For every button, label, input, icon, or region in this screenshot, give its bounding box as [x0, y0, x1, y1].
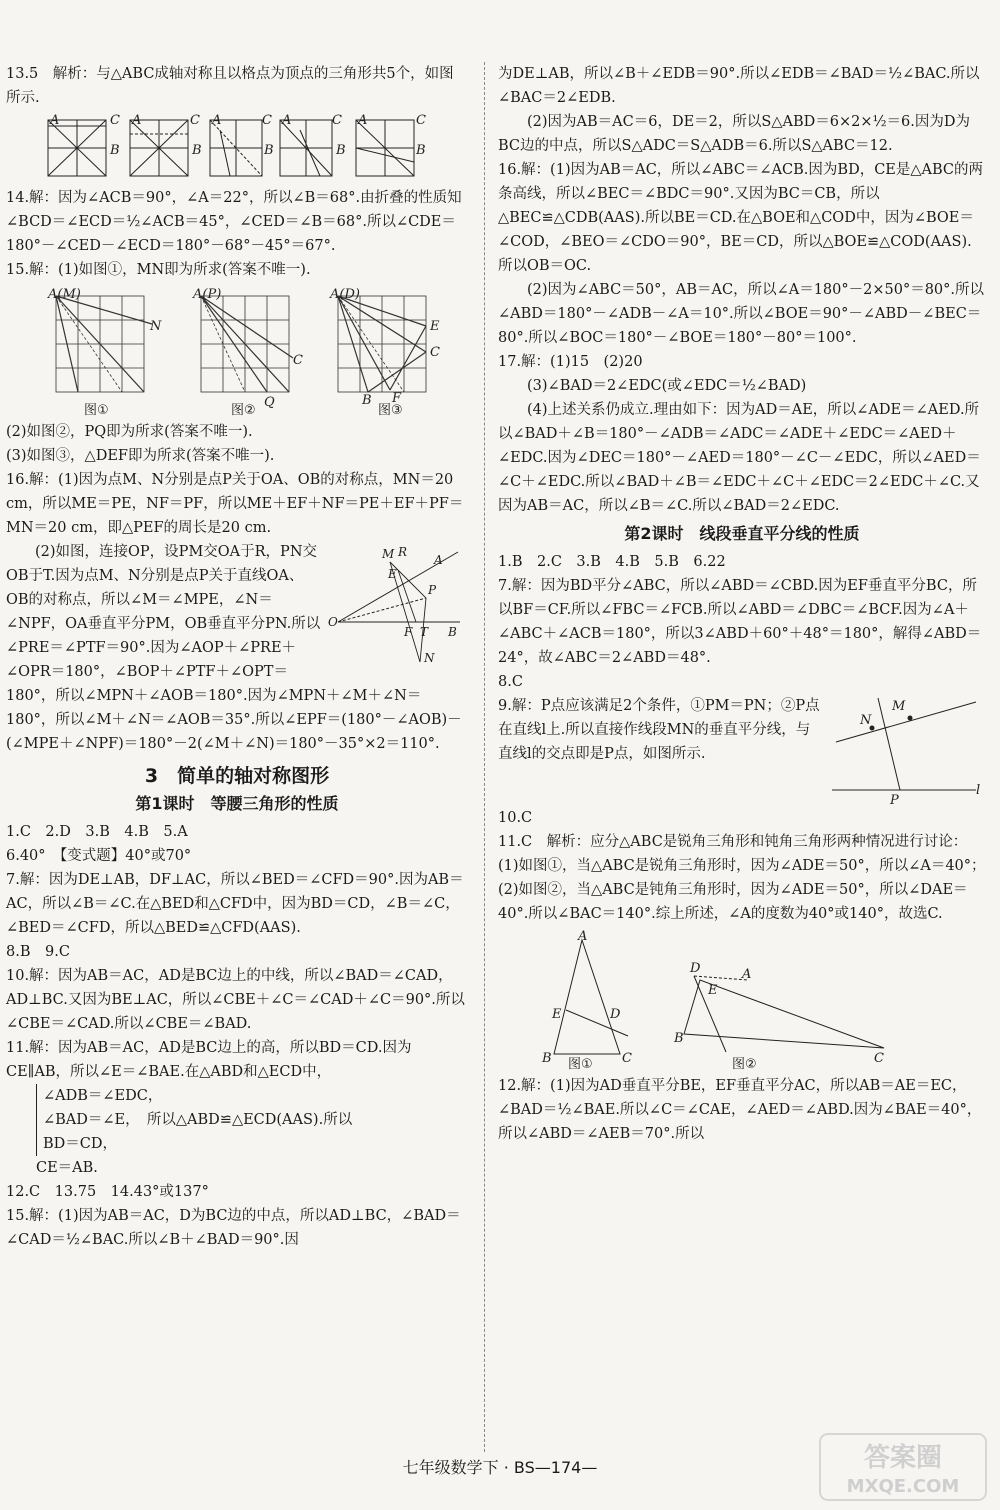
grid-label: C [332, 114, 342, 128]
fig11a-label: A [578, 930, 588, 944]
brace-system [36, 1084, 468, 1156]
right-column [498, 62, 986, 1146]
fig15-label: A(M) [48, 287, 81, 302]
fig15-label: N [150, 319, 162, 334]
fig9-label: P [890, 793, 899, 804]
answer-15-cont: 为DE⊥AB，所以∠B＋∠EDB＝90°.所以∠EDB＝∠BAD＝½∠BAC.所以∠BAC＝2∠EDB. [498, 66, 980, 106]
figure-11 [498, 930, 986, 1070]
column-divider [484, 62, 485, 1452]
lesson-heading: 第2课时 线段垂直平分线的性质 [624, 524, 860, 543]
answers-12-14: 12.C 13.75 14.43°或137° [6, 1184, 209, 1200]
fig11b-label: A [742, 967, 752, 982]
watermark-logo [818, 1432, 988, 1502]
figure-3-caption: 图③ [378, 403, 403, 416]
figure-16 [328, 540, 468, 666]
figure-2-caption: 图② [732, 1057, 757, 1070]
answer-11: 11.C 解析：应分△ABC是锐角三角形和钝角三角形两种情况进行讨论：(1)如图①，当△ABC是锐角三角形时，因为∠ADE＝50°，所以∠A＝40°；(2)如图②，当△ABC是钝角三角形时，因为∠ADE＝50°，所以∠DAE＝40°.所以∠BAC＝140°.综上所述，∠A的度数为40°或140°，故选C. [498, 834, 986, 922]
grid-label: A [212, 114, 222, 128]
grid-label: C [262, 114, 272, 128]
fig15-label: A(P) [193, 287, 222, 302]
fig11a-label: B [542, 1051, 552, 1066]
grid-label: C [190, 114, 200, 128]
fig16-label: T [420, 625, 429, 639]
answers-8-9: 8.B 9.C [6, 944, 70, 960]
fig11b-label: D [690, 961, 701, 976]
grid-label: C [416, 114, 426, 128]
answer-15-3: (3)如图③，△DEF即为所求(答案不唯一). [6, 448, 275, 464]
grid-label: B [264, 143, 274, 158]
answer-16-2: (2)如图，连接OP，设PM交OA于R，PN交OB于T.因为点M、N分别是点P关于直线OA、OB的对称点，所以∠M＝∠MPE，∠N＝∠NPF，OA垂直平分PM，OB垂直平分PN.所以∠PRE＝∠PTF＝90°.因为∠AOP＋∠PRE＋∠OPR＝180°，∠BOP＋∠PTF＋∠OPT＝180°，所以∠MPN＋∠AOB＝180°.因为∠MPN＋∠M＋∠N＝180°，所以∠M＋∠N＝∠AOB＝35°.所以∠EPF＝(180°－∠AOB)－(∠MPE＋∠NPF)＝180°－2(∠M＋∠N)＝180°－35°×2＝110°. [6, 544, 462, 752]
answer-17-4: (4)上述关系仍成立.理由如下：因为AD＝AE，所以∠ADE＝∠AED.所以∠BAD＋∠B＝180°－∠ADB＝∠ADC＝∠ADE＋∠EDC＝∠AED＋∠EDC.因为∠DEC＝180°－∠AED＝180°－∠C－∠EDC，所以∠AED＝∠C＋∠EDC.所以∠BAD＋∠B＝∠EDC＋∠C＋∠EDC＝2∠EDC＋∠C.又因为AB＝AC，所以∠B＝∠C.所以∠BAD＝2∠EDC. [498, 402, 981, 514]
watermark-url: MXQE.COM [846, 1476, 960, 1497]
answer-7: 7.解：因为DE⊥AB，DF⊥AC，所以∠BED＝∠CFD＝90°.因为AB＝AC，所以∠B＝∠C.在△BED和△CFD中，因为BD＝CD，∠B＝∠C，∠BED＝∠CFD，所以△BED≌△CFD(AAS). [6, 872, 464, 936]
answer-15-1: 15.解：(1)如图①，MN即为所求(答案不唯一). [6, 262, 311, 278]
answer-15-2: (2)因为AB＝AC＝6，DE＝2，所以S△ABD＝6×2×½＝6.因为D为BC边的中点，所以S△ADC＝S△ADB＝6.所以S△ABC＝12. [498, 114, 970, 154]
answers-1-5: 1.C 2.D 3.B 4.B 5.A [6, 824, 188, 840]
fig9-label: l [976, 783, 981, 798]
grid-label: B [110, 143, 120, 158]
answer-10: 10.C [498, 810, 533, 826]
answer-11: 11.解：因为AB＝AC，AD是BC边上的高，所以BD＝CD.因为CE∥AB，所以∠E＝∠BAE.在△ABD和△ECD中， [6, 1040, 412, 1080]
grid-label: A [132, 114, 142, 128]
fig16-label: P [428, 583, 437, 597]
fig16-label: E [388, 567, 397, 581]
fig15-label: F [392, 391, 402, 406]
fig16-label: N [424, 651, 435, 665]
figure-13-grids [6, 114, 468, 182]
answer-9: 9.解：P点应该满足2个条件，①PM＝PN；②P点在直线l上.所以直接作线段MN的垂直平分线，与直线l的交点即是P点，如图所示. [498, 698, 820, 762]
fig9-label: M [892, 699, 906, 714]
system-line: BD＝CD， [43, 1136, 118, 1152]
fig16-label: O [328, 615, 338, 629]
grid-label: B [192, 143, 202, 158]
fig15-label: E [430, 319, 440, 334]
fig9-label: N [860, 713, 872, 728]
system-line: ∠BAD＝∠E， 所以△ABD≌△ECD(AAS).所以 [43, 1112, 353, 1128]
fig16-label: A [434, 553, 443, 567]
fig11a-label: C [622, 1051, 632, 1066]
figure-15-grids [6, 286, 468, 416]
watermark-text: 答案圈 [863, 1443, 943, 1473]
answer-11-end: CE＝AB. [36, 1160, 98, 1176]
grid-label: B [416, 143, 426, 158]
fig16-label: F [404, 625, 413, 639]
fig16-label: M [382, 547, 395, 561]
fig15-label: A(D) [330, 287, 360, 302]
answer-6: 6.40° 【变式题】40°或70° [6, 848, 192, 864]
fig15-label: B [362, 393, 372, 408]
answer-15-2: (2)如图②，PQ即为所求(答案不唯一). [6, 424, 253, 440]
answer-17-1: 17.解：(1)15 (2)20 [498, 354, 643, 370]
answer-7: 7.解：因为BD平分∠ABC，所以∠ABD＝∠CBD.因为EF垂直平分BC，所以BF＝CF.所以∠FBC＝∠FCB.所以∠ABD＝∠DBC＝∠BCF.因为∠A＋∠ABC＋∠ACB＝180°，所以3∠ABD＋60°＋48°＝180°，解得∠ABD＝24°，故∠ABC＝2∠ABD＝48°. [498, 578, 982, 666]
grid-label: A [358, 114, 368, 128]
fig11b-label: E [708, 983, 718, 998]
system-line: ∠ADB＝∠EDC， [43, 1088, 163, 1104]
section-heading: 3 简单的轴对称图形 [144, 765, 330, 787]
left-column [6, 62, 468, 1252]
grid-label: A [50, 114, 60, 128]
answer-13: 13.5 解析：与△ABC成轴对称且以格点为顶点的三角形共5个，如图所示. [6, 66, 454, 106]
answer-16-1: 16.解：(1)因为点M、N分别是点P关于OA、OB的对称点，MN＝20 cm，所以ME＝PE，NF＝PF，所以ME＋EF＋NF＝PE＋EF＋PF＝MN＝20 cm，即△PEF的周长是20 cm. [6, 472, 464, 536]
fig15-label: C [293, 353, 303, 368]
figure-1-caption: 图① [84, 403, 109, 416]
answer-12: 12.解：(1)因为AD垂直平分BE，EF垂直平分AC，所以AB＝AE＝EC，∠BAD＝½∠BAE.所以∠C＝∠CAE，∠AED＝∠ABD.因为∠BAE＝40°，所以∠ABD＝∠AEB＝70°.所以 [498, 1078, 982, 1142]
fig11b-label: C [874, 1051, 884, 1066]
answer-16-1: 16.解：(1)因为AB＝AC，所以∠ABC＝∠ACB.因为BD，CE是△ABC的两条高线，所以∠BEC＝∠BDC＝90°.又因为BC＝CB，所以△BEC≌△CDB(AAS).所以BE＝CD.在△BOE和△COD中，因为∠BOE＝∠COD，∠BEO＝∠CDO＝90°，BE＝CD，所以△BOE≌△COD(AAS).所以OB＝OC. [498, 162, 984, 274]
fig16-label: B [448, 625, 457, 639]
fig16-label: R [398, 545, 408, 559]
figure-2-caption: 图② [231, 403, 256, 416]
grid-label: A [282, 114, 292, 128]
figure-9 [826, 694, 986, 804]
answers-1-6: 1.B 2.C 3.B 4.B 5.B 6.22 [498, 554, 726, 570]
lesson-heading: 第1课时 等腰三角形的性质 [135, 794, 339, 813]
fig11a-label: D [610, 1007, 621, 1022]
fig11b-label: B [674, 1031, 684, 1046]
fig11a-label: E [552, 1007, 562, 1022]
fig15-label: C [430, 345, 440, 360]
answer-15: 15.解：(1)因为AB＝AC，D为BC边的中点，所以AD⊥BC，∠BAD＝∠CAD＝½∠BAC.所以∠B＋∠BAD＝90°.因 [6, 1208, 461, 1248]
answer-8: 8.C [498, 674, 523, 690]
answer-17-3: (3)∠BAD＝2∠EDC(或∠EDC＝½∠BAD) [527, 378, 807, 394]
grid-label: C [110, 114, 120, 128]
answer-14: 14.解：因为∠ACB＝90°，∠A＝22°，所以∠B＝68°.由折叠的性质知∠BCD＝∠ECD＝½∠ACB＝45°，∠CED＝∠B＝68°.所以∠CDE＝180°－∠CED－∠ECD＝180°－68°－45°＝67°. [6, 190, 462, 254]
figure-1-caption: 图① [568, 1057, 593, 1070]
grid-label: B [336, 143, 346, 158]
fig15-label: Q [264, 395, 275, 410]
answer-10: 10.解：因为AB＝AC，AD是BC边上的中线，所以∠BAD＝∠CAD，AD⊥BC.又因为BE⊥AC，所以∠CBE＋∠C＝∠CAD＋∠C＝90°.所以∠CBE＝∠CAD.所以∠CBE＝∠BAD. [6, 968, 465, 1032]
page-footer: 七年级数学下 · BS—174— [402, 1458, 598, 1477]
answer-16-2: (2)因为∠ABC＝50°，AB＝AC，所以∠A＝180°－2×50°＝80°.所以∠ABD＝180°－∠ADB－∠A＝10°.所以∠BOE＝90°－∠ABD－∠BEC＝80°.所以∠BOC＝180°－∠BOE＝180°－80°＝100°. [498, 282, 985, 346]
